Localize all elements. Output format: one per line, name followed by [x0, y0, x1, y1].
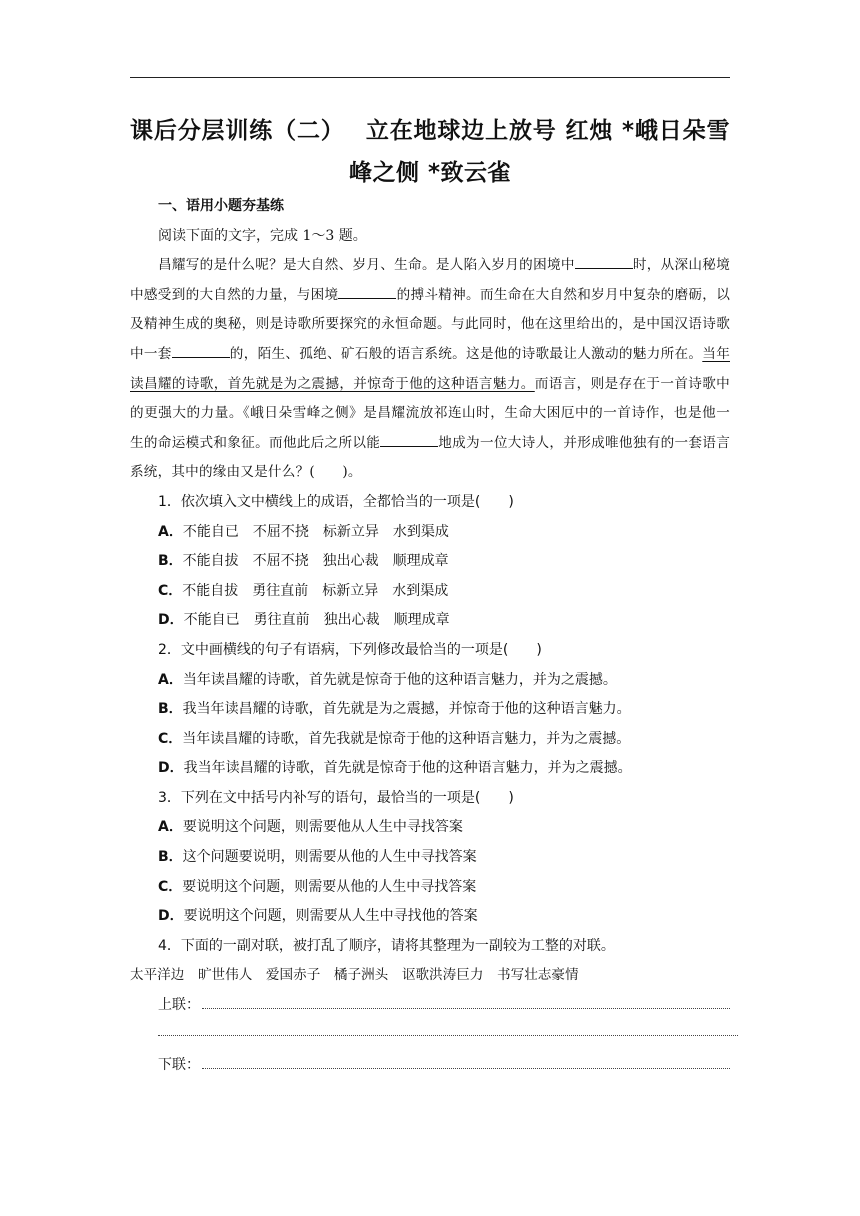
section-heading: 一、语用小题夯基练 [158, 198, 284, 214]
passage-text: 的搏斗精神。而生命在大自然和岁月中复杂的磨砺，以及精神生成的奥秘，则是诗歌所要探究的永恒命题。与此同时，他在这里给出的，是中国汉语诗歌中一套 [130, 286, 730, 362]
option-c[interactable] [130, 725, 730, 755]
option-letter: A． [158, 671, 183, 688]
header-rule [130, 77, 730, 78]
option-letter: D． [158, 612, 184, 629]
blank-4 [380, 432, 438, 447]
option-d[interactable] [130, 754, 730, 784]
option-d[interactable] [130, 606, 730, 636]
question-2: 2．文中画横线的句子有语病，下列修改最恰当的一项是( ) [158, 641, 542, 658]
answer-line[interactable] [202, 1054, 730, 1069]
passage-text: 地成为一位大诗人，并形成唯他独有的一套语言系统，其中的缘由又是什么？( )。 [130, 434, 730, 481]
option-text: 要说明这个问题，则需要他从人生中寻找答案 [182, 819, 463, 836]
option-text: 我当年读昌耀的诗歌，首先就是为之震撼，并惊奇于他的这种语言魅力。 [182, 701, 631, 718]
option-letter: B． [158, 701, 183, 718]
option-text: 当年读昌耀的诗歌，首先就是惊奇于他的这种语言魅力，并为之震撼。 [182, 671, 617, 688]
couplet-phrases: 太平洋边 旷世伟人 爱国赤子 橘子洲头 讴歌洪涛巨力 书写壮志豪情 [130, 967, 579, 984]
option-letter: B． [158, 553, 183, 570]
question-1: 1．依次填入文中横线上的成语，全都恰当的一项是( ) [158, 493, 514, 510]
passage-text: 的，陌生、孤绝、矿石般的语言系统。这是他的诗歌最让人激动的魅力所在。 [229, 345, 703, 362]
instruction-text: 阅读下面的文字，完成 1～3 题。 [158, 227, 367, 244]
blank-3 [172, 343, 230, 358]
option-text: 要说明这个问题，则需要从他的人生中寻找答案 [182, 878, 477, 895]
option-c[interactable] [130, 873, 730, 903]
lower-label: 下联： [158, 1056, 200, 1073]
option-c[interactable] [130, 577, 730, 607]
option-letter: C． [158, 878, 183, 895]
page-title: 课后分层训练（二） 立在地球边上放号 红烛 *峨日朵雪峰之侧 *致云雀 [130, 118, 730, 186]
option-text: 不能自拔 不屈不挠 独出心裁 顺理成章 [182, 553, 449, 570]
question-4: 4．下面的一副对联，被打乱了顺序，请将其整理为一副较为工整的对联。 [158, 937, 615, 954]
option-letter: D． [158, 908, 184, 925]
option-text: 要说明这个问题，则需要从人生中寻找他的答案 [183, 908, 478, 925]
option-letter: A． [158, 523, 183, 540]
passage-text: 昌耀写的是什么呢？是大自然、岁月、生命。是人陷入岁月的困境中 [158, 257, 575, 274]
question-3: 3．下列在文中括号内补写的语句，最恰当的一项是( ) [158, 789, 514, 806]
option-text: 不能自已 勇往直前 独出心裁 顺理成章 [183, 612, 450, 629]
option-text: 我当年读昌耀的诗歌，首先就是惊奇于他的这种语言魅力，并为之震撼。 [183, 760, 632, 777]
blank-1 [575, 254, 633, 269]
answer-line[interactable] [158, 1021, 738, 1036]
option-letter: B． [158, 849, 183, 866]
option-b[interactable] [130, 547, 730, 577]
option-text: 这个问题要说明，则需要从他的人生中寻找答案 [182, 849, 477, 866]
document-body [130, 192, 730, 1080]
option-letter: C． [158, 730, 183, 747]
option-a[interactable] [130, 813, 730, 843]
option-a[interactable] [130, 666, 730, 696]
reading-passage [130, 251, 730, 488]
option-text: 不能自已 不屈不挠 标新立异 水到渠成 [182, 523, 449, 540]
blank-2 [338, 284, 396, 299]
option-text: 不能自拔 勇往直前 标新立异 水到渠成 [182, 582, 449, 599]
option-b[interactable] [130, 843, 730, 873]
option-a[interactable] [130, 518, 730, 548]
option-letter: C． [158, 582, 183, 599]
option-d[interactable] [130, 902, 730, 932]
upper-label: 上联： [158, 997, 200, 1014]
passage-text: 时，从深山秘境中感受到的大自然的力量，与困境 [130, 257, 730, 303]
upper-couplet-field[interactable] [130, 991, 730, 1021]
underlined-sentence: 当年读昌耀的诗歌，首先就是为之震撼，并惊奇于他的这种语言魅力。 [130, 345, 730, 392]
option-letter: D． [158, 760, 184, 777]
option-letter: A． [158, 819, 183, 836]
lower-couplet-field[interactable] [130, 1051, 730, 1081]
passage-text: 而语言，则是存在于一首诗歌中的更强大的力量。《峨日朵雪峰之侧》是昌耀流放祁连山时，生命大困厄中的一首诗作，也是他一生的命运模式和象征。而他此后之所以能 [130, 375, 730, 451]
answer-line[interactable] [202, 994, 730, 1009]
option-text: 当年读昌耀的诗歌，首先我就是惊奇于他的这种语言魅力，并为之震撼。 [182, 730, 631, 747]
option-b[interactable] [130, 695, 730, 725]
